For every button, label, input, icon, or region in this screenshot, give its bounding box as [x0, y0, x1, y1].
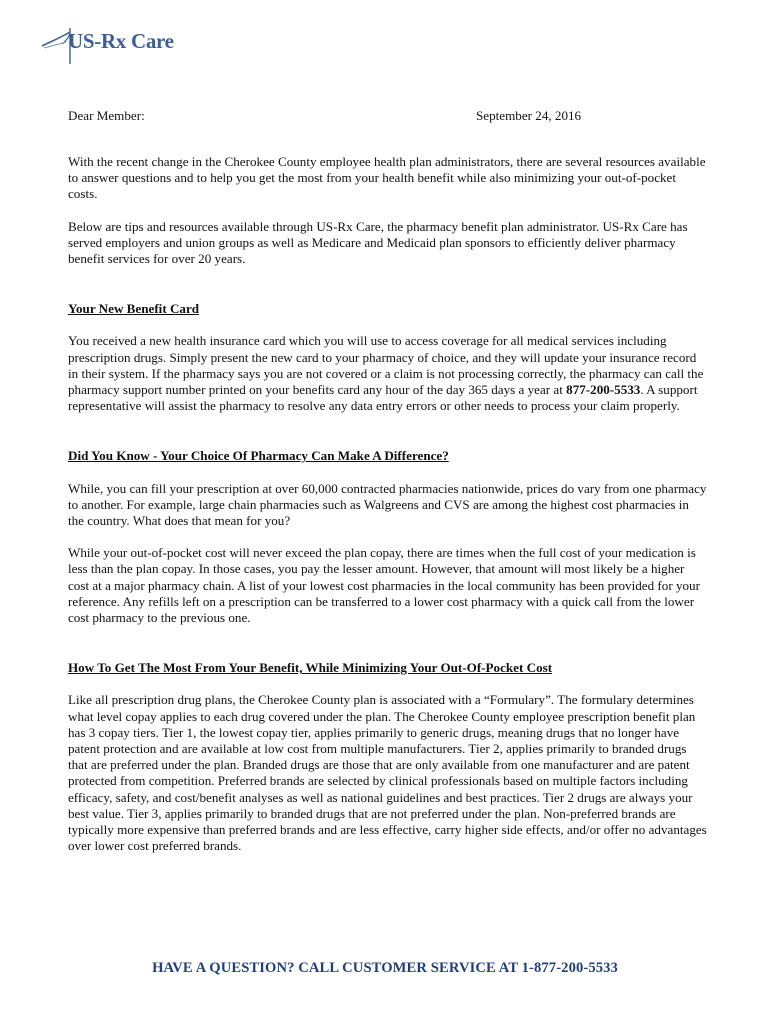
pharmacy-choice-paragraph-1: While, you can fill your prescription at over 60,000 contracted pharmacies nationwide, prices do vary from one pharmacy to another. For example, large chain pharmacies such as Walgreens and CVS are among the highest cost pharmacies in the country. What does that mean for you? — [68, 480, 707, 529]
support-phone-number: 877-200-5533 — [566, 382, 641, 398]
formulary-paragraph: Like all prescription drug plans, the Cherokee County plan is associated with a “Formulary”. The formulary determines what level copay applies to each drug covered under the plan. The Cherokee County employee prescription benefit plan has 3 copay tiers. Tier 1, the lowest copay tier, applies primarily to generic drugs, meaning drugs that no longer have patent protection and are available at low cost from multiple manufacturers. Tier 2, applies primarily to branded drugs that are preferred under the plan. Branded drugs are those that are only available from one manufacturer and are patent protected from competition. Preferred brands are selected by clinical professionals based on multiple factors including efficacy, safety, and cost/benefit analyses as well as national guidelines and best practices. Tier 2 drugs are always your best value. Tier 3, applies primarily to branded drugs that are not preferred under the plan. Non-preferred brands are typically more expensive than preferred brands and are less effective, carry higher side effects, and/or offer no advantages over lower cost preferred brands. — [68, 692, 707, 854]
date-line — [68, 108, 708, 128]
salutation: Dear Member: — [68, 108, 145, 123]
logo-text: US-Rx Care — [68, 29, 174, 53]
intro-paragraph-2: Below are tips and resources available through US-Rx Care, the pharmacy benefit plan administrator. US-Rx Care has served employers and union groups as well as Medicare and Medicaid plan sponsors to efficiently deliver pharmacy benefit services for over 20 years. — [68, 218, 688, 267]
letter-date: September 24, 2016 — [476, 108, 582, 123]
intro-paragraph-1: With the recent change in the Cherokee County employee health plan administrators, there are several resources available to answer questions and to help you get the most from your health benefit while also minimizing your out-of-pocket costs. — [68, 154, 706, 202]
section-heading-pharmacy-choice: Did You Know - Your Choice Of Pharmacy Can Make A Difference? — [68, 448, 449, 464]
customer-service-footer: HAVE A QUESTION? CALL CUSTOMER SERVICE AT 1-877-200-5533 — [152, 960, 618, 976]
benefit-card-paragraph — [68, 333, 708, 414]
benefit-card-text: You received a new health insurance card which you will use to access coverage for all medical services including prescription drugs. Simply present the new card to your pharmacy of choice, and they will update your insurance record in their system. If the pharmacy says you are not covered or a claim is not processing correctly, the pharmacy can call the pharmacy support number printed on your benefits card any hour of the day 365 days a year at — [68, 333, 704, 398]
benefit-card-text-end: . A support representative will assist the pharmacy to resolve any data entry errors or other needs to process your claim properly. — [68, 382, 698, 414]
section-heading-benefit-card: Your New Benefit Card — [68, 301, 200, 317]
letter-body — [68, 108, 708, 855]
pharmacy-choice-paragraph-2: While your out-of-pocket cost will never exceed the plan copay, there are times when the full cost of your medication is less than the plan copay. In those cases, you pay the lesser amount. However, that amount will most likely be a higher cost at a major pharmacy chain. A list of your lowest cost pharmacies in the local community has been provided for your reference. Any refills left on a prescription can be transferred to a lower cost pharmacy with a quick call from the lower cost pharmacy to the previous one. — [68, 545, 700, 626]
section-heading-minimize-cost: How To Get The Most From Your Benefit, While Minimizing Your Out-Of-Pocket Cost — [68, 660, 553, 676]
